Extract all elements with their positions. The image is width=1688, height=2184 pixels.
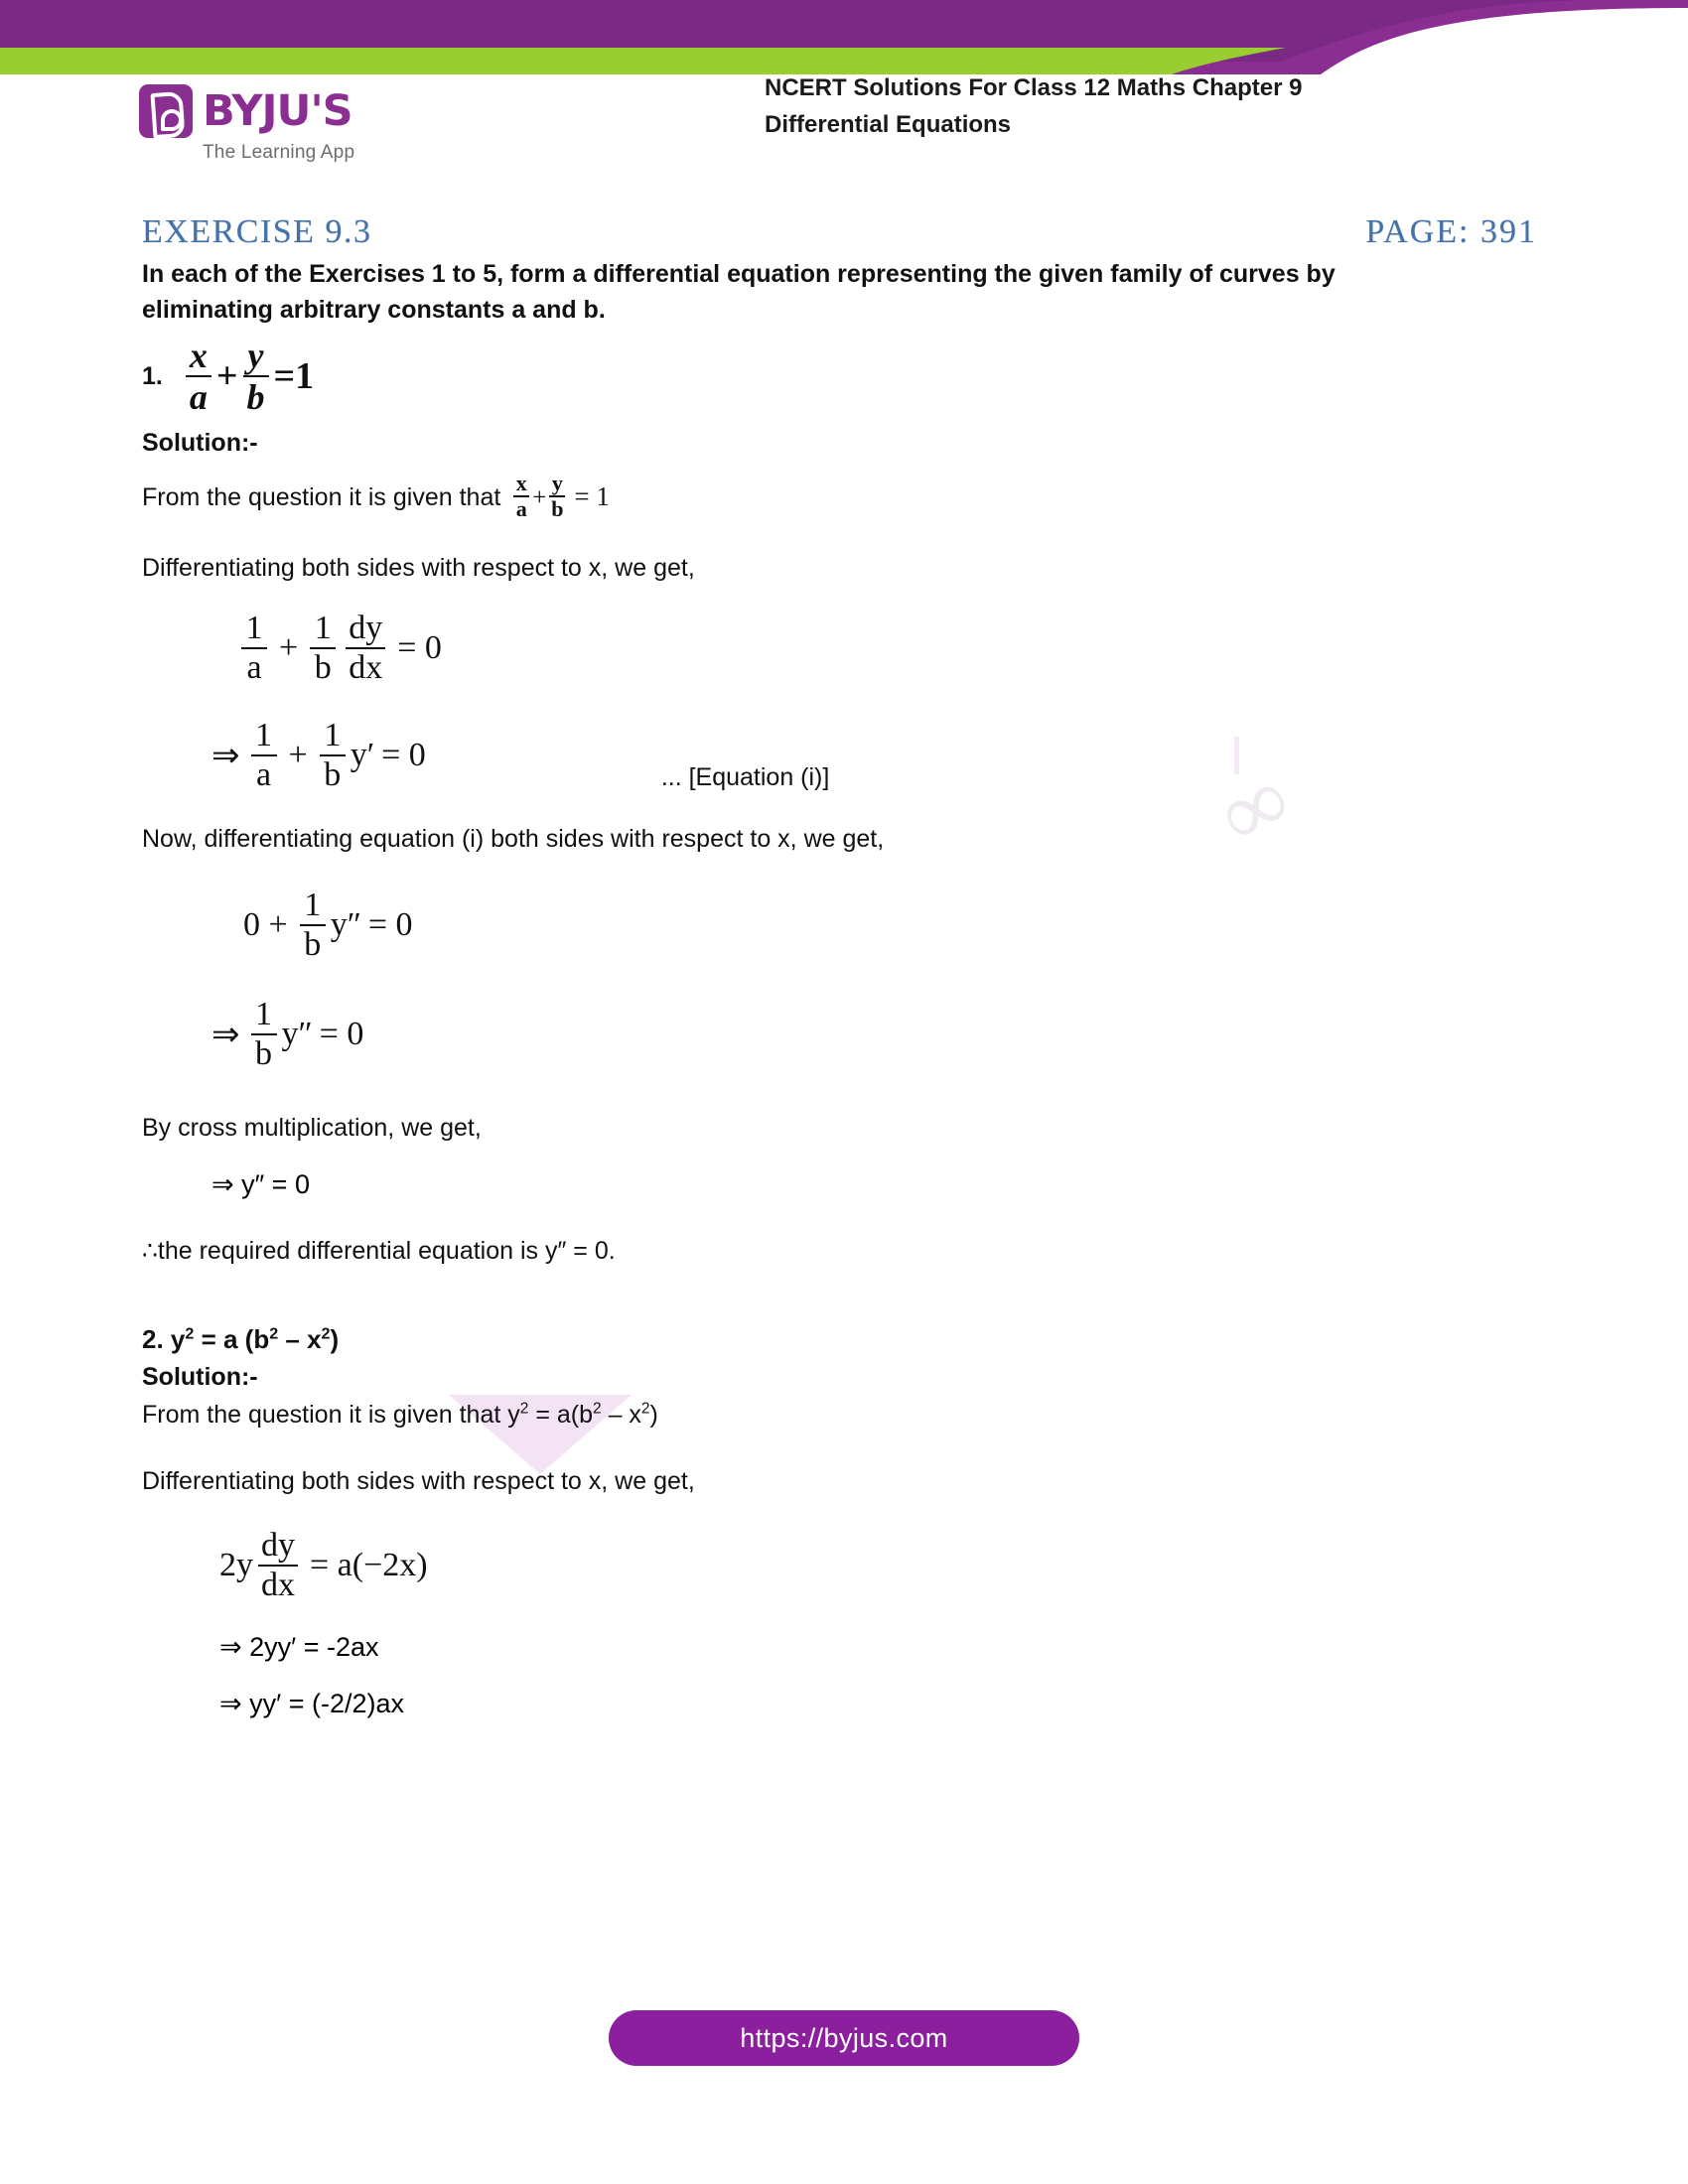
q1-s2-f1-den: a xyxy=(255,756,272,793)
q1-s1-f1-den: a xyxy=(246,649,262,686)
q1-s2-variable: y′ xyxy=(350,737,375,773)
logo-tagline: The Learning App xyxy=(203,142,355,163)
q1-s4-f1-den: b xyxy=(255,1035,272,1072)
exercise-prompt: In each of the Exercises 1 to 5, form a differential equation representing the given family of curves by eliminating arbitrary constants a and b. xyxy=(142,260,1336,324)
q1-s2-frac-1-a xyxy=(251,719,277,792)
q2-s1-f-num: dy xyxy=(261,1527,295,1564)
q2-differentiate-text: Differentiating both sides with respect to x, we get, xyxy=(142,1467,695,1495)
q1-s4-arrow: ⇒ xyxy=(211,1017,240,1053)
q2-head-mid: = a (b xyxy=(194,1324,270,1354)
exercise-header-row xyxy=(142,213,1537,251)
exercise-label: EXERCISE 9.3 xyxy=(142,213,372,250)
content-column xyxy=(142,213,1552,1719)
q1-given-f1-num: x xyxy=(515,471,527,495)
q1-given-text: From the question it is given that xyxy=(142,482,501,511)
q1-given-frac-x-a xyxy=(513,473,529,520)
q1-equation-i-tag: ... [Equation (i)] xyxy=(660,763,830,791)
q1-fraction-x-over-a xyxy=(186,338,211,415)
document-header xyxy=(0,60,1688,194)
q2-head-close: ) xyxy=(330,1324,340,1354)
q2-given-minus: – x xyxy=(601,1401,641,1429)
q2-given-sup1: 2 xyxy=(519,1400,529,1418)
q2-step3-equation: ⇒ yy′ = (-2/2)ax xyxy=(219,1689,404,1718)
q1-s3-variable: y″ xyxy=(330,906,361,943)
q2-step2-equation: ⇒ 2yy′ = -2ax xyxy=(219,1632,379,1662)
q1-given-equals-one: = 1 xyxy=(574,481,610,512)
header-titles xyxy=(765,69,1302,143)
q2-step1-equation xyxy=(219,1529,1552,1602)
q1-s3-f1-num: 1 xyxy=(304,887,322,923)
q1-s3-frac-1-b xyxy=(300,888,326,962)
q1-s2-frac-1-b xyxy=(320,719,346,792)
q2-head-sup1: 2 xyxy=(185,1324,195,1343)
q1-s1-f3-den: dx xyxy=(349,649,383,686)
logo-wordmark: BYJU'S xyxy=(203,85,352,136)
q1-frac1-numerator: x xyxy=(189,336,208,375)
question-2-heading xyxy=(142,1324,1552,1355)
q1-cross-multiplication-text: By cross multiplication, we get, xyxy=(142,1114,482,1142)
q1-step1-equation xyxy=(236,612,1552,685)
q2-given-close: ) xyxy=(649,1401,658,1429)
q2-given-mid: = a(b xyxy=(528,1401,593,1429)
q1-rhs-value: 1 xyxy=(295,355,315,397)
q2-s1-tail: = a(−2x) xyxy=(310,1547,428,1583)
q1-s1-frac-1-b xyxy=(310,612,336,685)
q1-given-plus: + xyxy=(532,483,547,511)
q1-s3-f1-den: b xyxy=(304,926,322,963)
q2-head-minus: – x xyxy=(278,1324,322,1354)
q2-solution-label: Solution:- xyxy=(142,1363,258,1391)
question-1-line xyxy=(142,338,1552,415)
q1-differentiate-again-text: Now, differentiating equation (i) both sides with respect to x, we get, xyxy=(142,825,885,853)
q1-s2-f2-num: 1 xyxy=(324,717,342,753)
q1-equals-sign: = xyxy=(273,355,296,397)
q1-s1-f2-den: b xyxy=(314,649,332,686)
byjus-b-mark-icon xyxy=(139,84,193,138)
q1-s1-f1-num: 1 xyxy=(245,610,263,646)
q2-given-paragraph xyxy=(142,1398,1552,1433)
question-1-equation xyxy=(181,338,314,415)
q1-step2-row xyxy=(211,717,1552,793)
footer-url-text: https://byjus.com xyxy=(740,2022,948,2053)
q2-head-prefix: 2. y xyxy=(142,1324,186,1354)
q1-step5-equation: ⇒ y″ = 0 xyxy=(211,1169,310,1199)
q1-s2-arrow: ⇒ xyxy=(211,738,240,774)
q1-differentiate-text: Differentiating both sides with respect to x, we get, xyxy=(142,554,695,582)
question-1-number: 1. xyxy=(142,361,163,390)
logo-row xyxy=(139,84,352,138)
footer-url-button[interactable] xyxy=(609,2010,1079,2066)
q2-head-sup3: 2 xyxy=(321,1324,331,1343)
q1-step3-equation xyxy=(236,888,1552,962)
q1-frac2-numerator: y xyxy=(247,336,264,375)
q2-s1-frac-dy-dx xyxy=(258,1529,298,1602)
q1-frac2-denominator: b xyxy=(246,377,265,417)
q1-step2-equation xyxy=(211,719,433,792)
q2-given-sup3: 2 xyxy=(640,1400,650,1418)
q1-s2-f2-den: b xyxy=(324,756,342,793)
q1-s2-f1-num: 1 xyxy=(255,717,272,753)
q2-given-sup2: 2 xyxy=(593,1400,602,1418)
q1-given-f1-den: a xyxy=(515,496,527,521)
q1-plus-operator: + xyxy=(215,355,238,397)
q2-s1-f-den: dx xyxy=(261,1567,295,1603)
q1-s1-frac-dy-dx xyxy=(346,612,385,685)
page-number-label: PAGE: 391 xyxy=(1365,213,1537,250)
header-title-line1: NCERT Solutions For Class 12 Maths Chapter 9 xyxy=(765,74,1303,101)
q1-s2-plus: + xyxy=(288,737,308,773)
q1-s1-f2-num: 1 xyxy=(314,610,332,646)
q1-s2-tail: = 0 xyxy=(381,737,426,773)
q1-s1-tail: = 0 xyxy=(397,629,442,666)
q1-given-f2-den: b xyxy=(551,496,564,521)
q1-s1-plus: + xyxy=(279,629,299,666)
q1-step4-equation xyxy=(211,998,1552,1071)
q1-solution-label: Solution:- xyxy=(142,429,258,457)
q2-given-prefix: From the question it is given that y xyxy=(142,1401,520,1429)
q2-head-sup2: 2 xyxy=(269,1324,279,1343)
q1-s4-variable: y″ xyxy=(281,1016,313,1052)
q1-given-f2-num: y xyxy=(551,471,563,495)
q1-s1-f3-num: dy xyxy=(349,610,383,646)
q1-given-paragraph xyxy=(142,471,1552,521)
q1-s1-frac-1-a xyxy=(241,612,267,685)
byjus-logo xyxy=(139,84,354,164)
q1-s3-tail: = 0 xyxy=(367,906,413,943)
header-title-line2: Differential Equations xyxy=(765,111,1012,139)
q1-frac1-denominator: a xyxy=(189,377,208,417)
q2-s1-lead: 2y xyxy=(219,1547,253,1583)
q1-given-frac-y-b xyxy=(549,473,565,520)
q1-s3-lead: 0 + xyxy=(243,906,288,943)
q1-s4-f1-num: 1 xyxy=(255,996,272,1032)
q1-fraction-y-over-b xyxy=(243,338,269,415)
q1-s4-frac-1-b xyxy=(251,998,277,1071)
faint-watermark-glyph: ∞ xyxy=(1200,747,1307,868)
q1-s4-tail: = 0 xyxy=(319,1016,364,1052)
q1-conclusion: ∴the required differential equation is y″ = 0. xyxy=(142,1237,616,1265)
